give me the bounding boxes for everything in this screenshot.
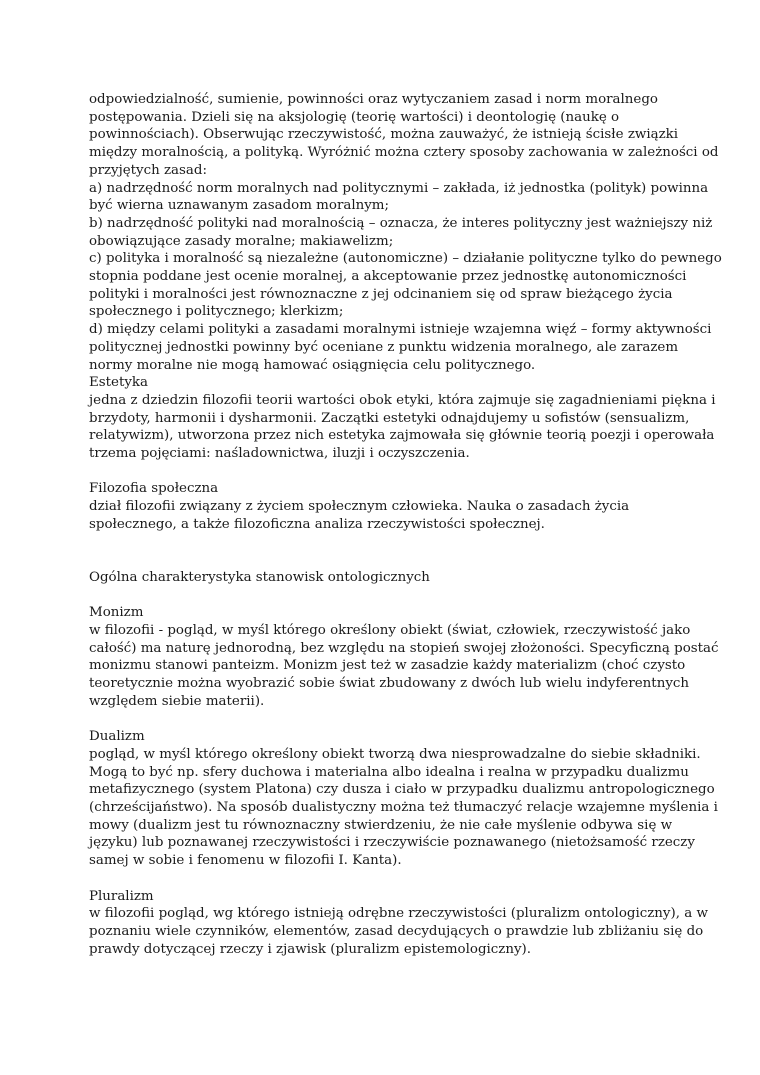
text-line: jedna z dziedzin filozofii teorii wartości obok etyki, która zajmuje się zagadnieniami piękna i	[89, 392, 716, 408]
text-line: politycznej jednostki powinny być oceniane z punktu widzenia moralnego, ale zarazem	[89, 339, 679, 355]
text-line: trzema pojęciami: naśladownictwa, iluzji i oczyszczenia.	[89, 446, 470, 462]
section-heading-estetyka: Estetyka	[89, 375, 148, 391]
text-line: społecznego i politycznego; klerkizm;	[89, 304, 344, 320]
text-line: powinnościach). Obserwując rzeczywistość, można zauważyć, że istnieją ścisłe związki	[89, 127, 679, 143]
text-line: Mogą to być np. sfery duchowa i materialna albo idealna i realna w przypadku dualizmu	[89, 764, 689, 780]
text-line: w filozofii pogląd, wg którego istnieją odrębne rzeczywistości (pluralizm ontologiczny), a w	[89, 906, 708, 922]
text-line: dział filozofii związany z życiem społecznym człowieka. Nauka o zasadach życia	[89, 499, 630, 515]
blank-line	[89, 463, 679, 481]
text-line: społecznego, a także filozoficzna analiza rzeczywistości społecznej.	[89, 516, 545, 532]
text-line: teoretycznie można wyobrazić sobie świat zbudowany z dwóch lub wielu indyferentnych	[89, 676, 690, 692]
text-line: c) polityka i moralność są niezależne (autonomiczne) – działanie polityczne tylko do pewnego	[89, 251, 722, 267]
section-heading-dualizm: Dualizm	[89, 729, 145, 745]
text-line: monizmu stanowi panteizm. Monizm jest też w zasadzie każdy materializm (choć czysto	[89, 658, 686, 674]
text-line: samej w sobie i fenomenu w filozofii I. Kanta).	[89, 853, 402, 869]
text-line: względem siebie materii).	[89, 693, 265, 709]
section-heading-filozofia-spoleczna: Filozofia społeczna	[89, 481, 219, 497]
text-line: odpowiedzialność, sumienie, powinności oraz wytyczaniem zasad i norm moralnego	[89, 92, 658, 107]
text-line: całość) ma naturę jednorodną, bez względu na stopień swojej złożoności. Specyficzną postać	[89, 640, 719, 656]
text-line: języku) lub poznawanej rzeczywistości i rzeczywiście poznawanego (nietożsamość rzeczy	[89, 835, 695, 851]
text-line: (chrześcijaństwo). Na sposób dualistyczny można też tłumaczyć relacje wzajemne myślenia i	[89, 800, 718, 816]
text-line: relatywizm), utworzona przez nich estetyka zajmowała się głównie teorią poezji i operowała	[89, 428, 715, 444]
blank-line	[89, 534, 679, 552]
text-line: przyjętych zasad:	[89, 162, 207, 178]
text-line: między moralnością, a polityką. Wyróżnić można cztery sposoby zachowania w zależności od	[89, 145, 719, 161]
text-line: pogląd, w myśl którego określony obiekt tworzą dwa niesprowadzalne do siebie składniki.	[89, 746, 701, 762]
text-line: metafizycznego (system Platona) czy dusza i ciało w przypadku dualizmu antropologicznego	[89, 782, 715, 798]
blank-line	[89, 870, 679, 888]
text-line: mowy (dualizm jest tu równoznaczny stwierdzeniu, że nie całe myślenie odbywa się w	[89, 817, 673, 833]
text-line: postępowania. Dzieli się na aksjologię (teorię wartości) i deontologię (naukę o	[89, 109, 620, 125]
text-line: brzydoty, harmonii i dysharmonii. Zaczątki estetyki odnajdujemy u sofistów (sensualizm,	[89, 410, 690, 426]
text-line: normy moralne nie mogą hamować osiągnięcia celu politycznego.	[89, 357, 536, 373]
section-heading-pluralizm: Pluralizm	[89, 888, 154, 904]
text-line: d) między celami polityki a zasadami moralnymi istnieje wzajemna więź – formy aktywności	[89, 322, 712, 338]
document-page	[89, 91, 722, 958]
text-line: b) nadrzędność polityki nad moralnością – oznacza, że interes polityczny jest ważniejszy niż	[89, 215, 713, 231]
text-line: poznaniu wiele czynników, elementów, zasad decydujących o prawdzie lub zbliżaniu się do	[89, 923, 704, 939]
text-line: być wierna uznawanym zasadom moralnym;	[89, 198, 390, 214]
text-line: w filozofii - pogląd, w myśl którego określony obiekt (świat, człowiek, rzeczywistość jako	[89, 623, 691, 639]
text-line: prawdy dotyczącej rzeczy i zjawisk (pluralizm epistemologiczny).	[89, 941, 532, 957]
text-line: a) nadrzędność norm moralnych nad politycznymi – zakłada, iż jednostka (polityk) powinna	[89, 180, 709, 196]
text-line: stopnia poddane jest ocenie moralnej, a akceptowanie przez jednostkę autonomiczności	[89, 269, 687, 285]
section-heading-monizm: Monizm	[89, 605, 144, 621]
blank-line	[89, 587, 679, 605]
section-heading-ontologia: Ogólna charakterystyka stanowisk ontologicznych	[89, 569, 430, 585]
blank-line	[89, 551, 679, 569]
blank-line	[89, 711, 679, 729]
text-line: polityki i moralności jest równoznaczne z jej odcinaniem się od spraw bieżącego życia	[89, 286, 673, 302]
text-line: obowiązujące zasady moralne; makiawelizm;	[89, 233, 394, 249]
